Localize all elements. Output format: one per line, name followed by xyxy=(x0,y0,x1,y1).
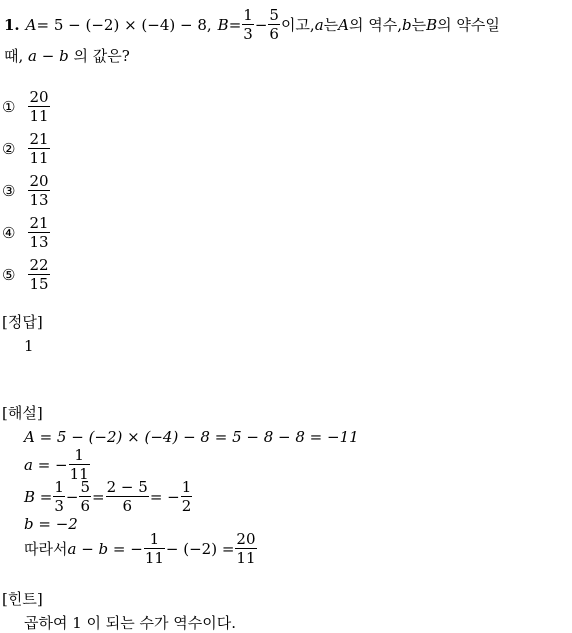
choice-1[interactable] xyxy=(2,88,51,125)
question-text: 때, xyxy=(4,47,29,65)
choice-mark: ⑤ xyxy=(2,265,16,284)
var-b: b xyxy=(402,15,412,34)
numerator: 22 xyxy=(29,256,49,274)
equals-sign: = xyxy=(92,487,105,506)
hint-title: [힌트] xyxy=(2,590,43,608)
choice-mark: ① xyxy=(2,97,16,116)
denominator: 6 xyxy=(269,25,279,43)
fraction xyxy=(79,478,91,515)
answer-value: 1 xyxy=(24,337,34,355)
question-text: 의 약수일 xyxy=(437,16,500,34)
denominator: 13 xyxy=(29,233,49,251)
choice-fraction xyxy=(28,172,49,209)
question-line-2 xyxy=(4,45,130,66)
denominator: 11 xyxy=(236,549,256,567)
numerator: 5 xyxy=(80,478,91,496)
numerator: 1 xyxy=(243,6,253,24)
denominator: 11 xyxy=(144,549,164,567)
equals-sign: = xyxy=(228,15,242,34)
expr-A: = 5 − (−2) × (−4) − 8, xyxy=(36,15,212,34)
question-text: 이고, xyxy=(280,16,315,34)
denominator: 3 xyxy=(54,497,64,515)
choice-fraction xyxy=(28,130,49,167)
denominator: 11 xyxy=(29,107,49,125)
numerator: 21 xyxy=(29,130,49,148)
fraction xyxy=(53,478,65,515)
denominator: 13 xyxy=(29,191,49,209)
solution-line-5 xyxy=(24,530,258,567)
question-number: 1. xyxy=(4,15,20,34)
answer-title: [정답] xyxy=(2,313,43,331)
fraction xyxy=(106,478,149,515)
solution-line-4: b = −2 xyxy=(24,515,78,533)
choice-5[interactable] xyxy=(2,256,51,293)
hint-text: 곱하여 1 이 되는 수가 역수이다. xyxy=(24,614,237,632)
choice-3[interactable] xyxy=(2,172,51,209)
choice-mark: ③ xyxy=(2,181,16,200)
expression: a − b xyxy=(28,47,69,65)
choice-mark: ② xyxy=(2,139,16,158)
solution-line-3 xyxy=(24,478,193,515)
denominator: 6 xyxy=(106,496,149,515)
var-A: A xyxy=(25,15,37,34)
equals-sign: = − xyxy=(149,487,180,506)
solution-text: 따라서 xyxy=(24,540,68,558)
numerator: 1 xyxy=(181,478,192,496)
fraction-5-6 xyxy=(268,6,280,43)
fraction xyxy=(144,530,165,567)
expression: − (−2) = xyxy=(165,539,235,558)
fraction xyxy=(181,478,193,515)
var-a: a xyxy=(314,15,324,34)
solution-title: [해설] xyxy=(2,404,43,422)
denominator: 11 xyxy=(29,149,49,167)
expression: a − b = − xyxy=(67,539,143,558)
choice-fraction xyxy=(28,256,49,293)
question-line-1 xyxy=(4,6,500,43)
var-B: B xyxy=(426,15,438,34)
fraction-1-3 xyxy=(242,6,254,43)
choice-fraction xyxy=(28,214,49,251)
question-text: 의 역수, xyxy=(348,16,402,34)
numerator: 1 xyxy=(149,530,160,548)
numerator: 5 xyxy=(269,6,279,24)
denominator: 11 xyxy=(69,465,89,483)
var-A: A xyxy=(338,15,349,34)
fraction xyxy=(235,530,256,567)
denominator: 6 xyxy=(80,497,91,515)
question-text: 는 xyxy=(323,16,339,34)
numerator: 1 xyxy=(74,446,84,464)
numerator: 20 xyxy=(29,88,49,106)
denominator: 3 xyxy=(243,25,253,43)
numerator: 2 − 5 xyxy=(106,478,148,496)
expression: B = xyxy=(24,487,53,506)
choice-fraction xyxy=(28,88,49,125)
denominator: 2 xyxy=(181,497,192,515)
numerator: 20 xyxy=(29,172,49,190)
question-text: 의 값은? xyxy=(68,47,130,65)
var-B: B xyxy=(217,15,229,34)
choice-mark: ④ xyxy=(2,223,16,242)
question-text: 는 xyxy=(411,16,427,34)
minus-sign: − xyxy=(65,487,79,506)
choice-4[interactable] xyxy=(2,214,51,251)
choice-2[interactable] xyxy=(2,130,51,167)
denominator: 15 xyxy=(29,275,49,293)
numerator: 21 xyxy=(29,214,49,232)
solution-line-1: A = 5 − (−2) × (−4) − 8 = 5 − 8 − 8 = −11 xyxy=(24,428,359,446)
numerator: 1 xyxy=(54,478,64,496)
numerator: 20 xyxy=(236,530,256,548)
expression: a = − xyxy=(24,455,68,474)
minus-sign: − xyxy=(254,15,268,34)
